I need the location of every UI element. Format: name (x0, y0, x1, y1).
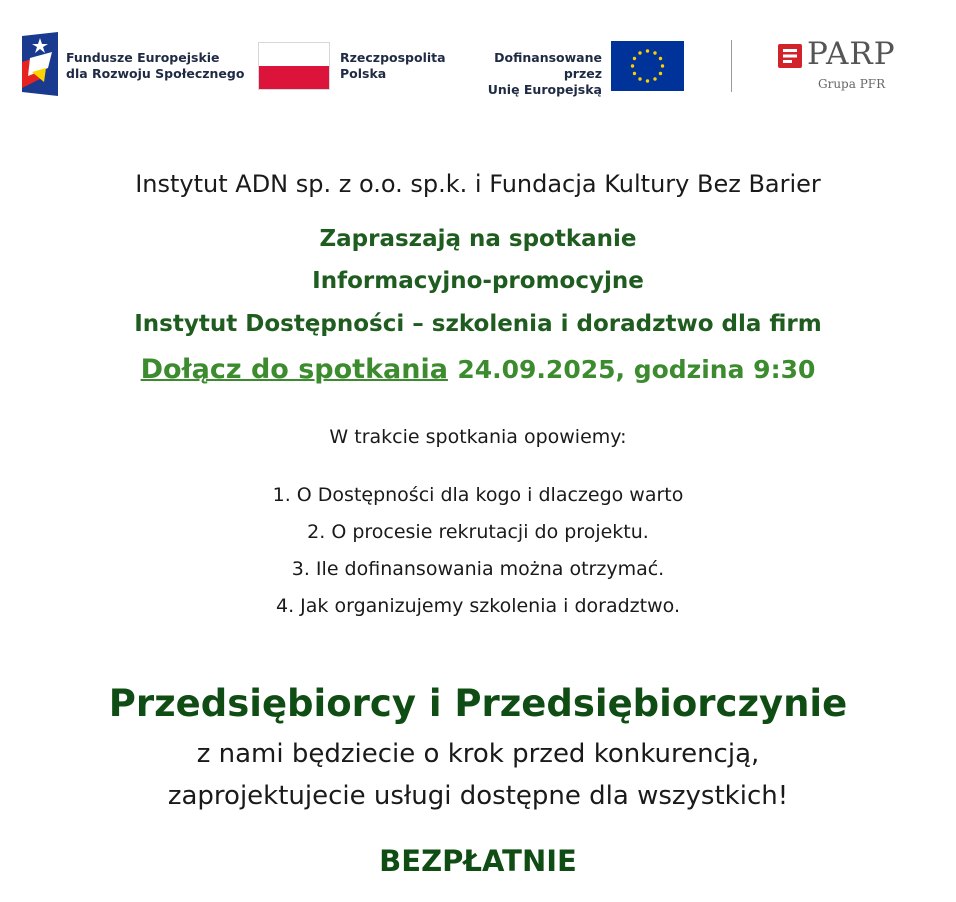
eu-star (638, 51, 641, 54)
pl-line1: Rzeczpospolita (340, 50, 446, 65)
fe-line1: Fundusze Europejskie (66, 50, 220, 65)
agenda-item: 2. O procesie rekrutacji do projektu. (307, 521, 649, 543)
eu-star (653, 77, 656, 80)
eu-star (633, 72, 636, 75)
organizers-line: Instytut ADN sp. z o.o. sp.k. i Fundacja Kultury Bez Barier (135, 170, 821, 198)
eu-line2: Unię Europejską (487, 82, 602, 97)
eu-star (646, 79, 649, 82)
eu-flag-icon (611, 41, 684, 91)
logo-bar (0, 0, 956, 120)
closing-line-2: zaprojektujecie usługi dostępne dla wszystkich! (167, 781, 789, 811)
invite-line-2: Informacyjno-promocyjne (312, 268, 644, 294)
fe-line2: dla Rozwoju Społecznego (66, 66, 245, 81)
eu-star (631, 64, 634, 67)
agenda-item: 3. Ile dofinansowania można otrzymać. (291, 558, 665, 580)
join-line (0, 354, 956, 385)
invite-line-1: Zapraszają na spotkanie (319, 226, 637, 252)
polish-flag-icon (258, 42, 330, 90)
eu-star (638, 77, 641, 80)
fe-logo-text (66, 50, 244, 82)
fundusze-europejskie-logo (22, 32, 58, 96)
eu-logo-text (460, 50, 602, 98)
pl-line2: Polska (340, 66, 387, 81)
eu-star (661, 64, 664, 67)
agenda-item: 4. Jak organizujemy szkolenia i doradztwo. (276, 595, 680, 617)
eu-star (659, 72, 662, 75)
meeting-datetime: 24.09.2025, godzina 9:30 (457, 355, 816, 384)
parp-logo-icon (778, 44, 802, 68)
eu-line1: Dofinansowane przez (494, 50, 602, 81)
eu-star (653, 51, 656, 54)
eu-star (646, 49, 649, 52)
eu-star (659, 57, 662, 60)
agenda-item: 1. O Dostępności dla kogo i dlaczego warto (272, 484, 684, 506)
free-label: BEZPŁATNIE (379, 844, 577, 878)
pl-logo-text (340, 50, 446, 82)
logo-divider (731, 40, 732, 92)
closing-headline: Przedsiębiorcy i Przedsiębiorczynie (108, 682, 848, 725)
eu-star (633, 57, 636, 60)
invite-line-3: Instytut Dostępności – szkolenia i doradztwo dla firm (134, 311, 822, 337)
parp-logo-name: PARP (807, 36, 896, 72)
join-meeting-link[interactable]: Dołącz do spotkania (140, 354, 448, 385)
closing-line-1: z nami będziecie o krok przed konkurencją, (196, 739, 760, 769)
parp-logo-subtitle: Grupa PFR (818, 77, 886, 91)
agenda-intro: W trakcie spotkania opowiemy: (329, 426, 627, 448)
